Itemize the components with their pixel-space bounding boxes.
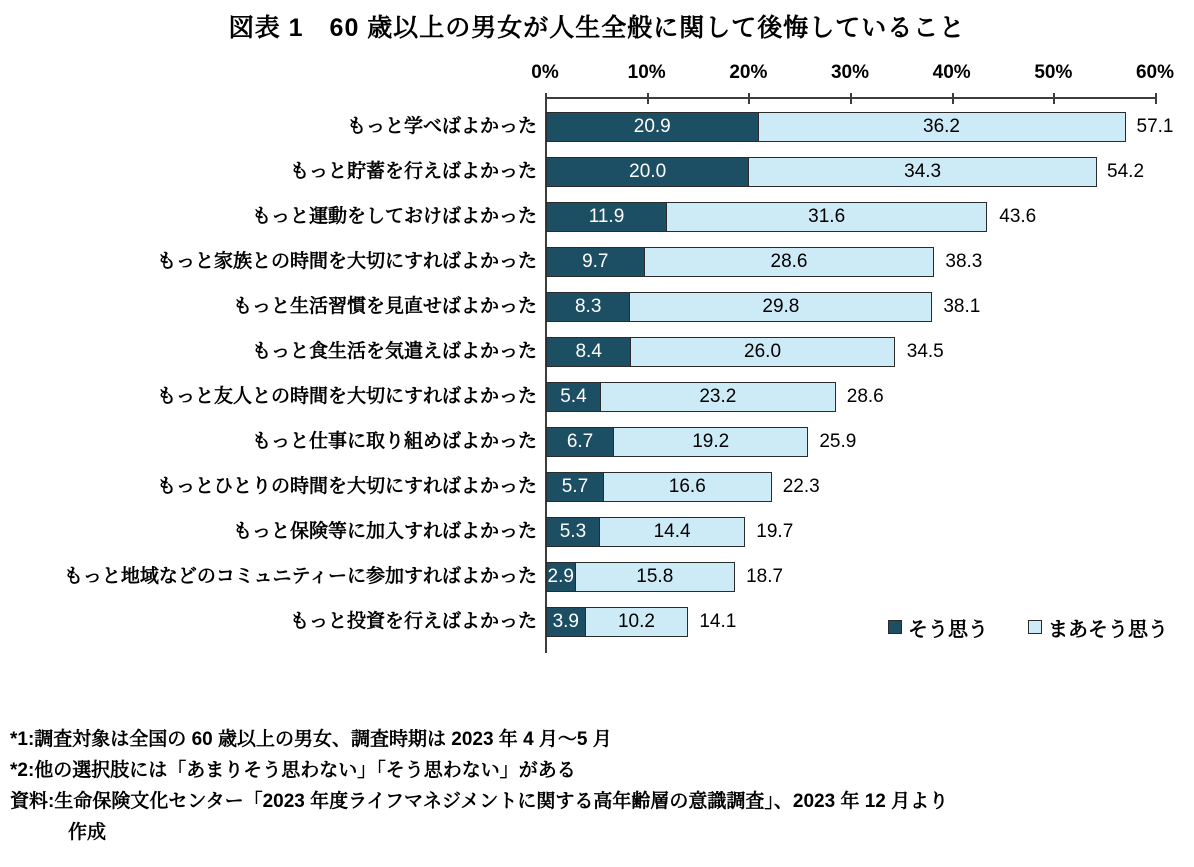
bar-row (546, 517, 745, 547)
total-value-label: 18.7 (746, 566, 784, 587)
bar-row (546, 202, 987, 232)
bar-segment-dark: 2.9 (546, 562, 576, 592)
bar-segment-dark: 5.7 (546, 472, 604, 502)
total-value-label: 25.9 (819, 431, 857, 452)
category-label: もっとひとりの時間を大切にすればよかった (156, 476, 537, 497)
total-value-label: 38.1 (943, 296, 981, 317)
legend-swatch-light (1028, 620, 1042, 634)
bar-segment-dark: 8.3 (546, 292, 630, 322)
total-value-label: 28.6 (846, 386, 884, 407)
bar-row (546, 472, 772, 502)
bar-row (546, 112, 1126, 142)
category-label: もっと友人との時間を大切にすればよかった (156, 386, 537, 407)
x-axis-tick-label: 40% (932, 62, 971, 83)
bar-segment-dark: 9.7 (546, 247, 645, 277)
legend-item-strongly-agree (888, 613, 988, 642)
bar-segment-dark: 8.4 (546, 337, 631, 367)
bar-row (546, 562, 735, 592)
x-axis-tick-label: 0% (531, 62, 559, 83)
bar-row (546, 157, 1097, 187)
category-label: もっと仕事に取り組めばよかった (251, 431, 537, 452)
bar-segment-light: 36.2 (758, 112, 1126, 142)
legend-item-somewhat-agree (1028, 613, 1168, 642)
x-axis-tick (952, 93, 954, 104)
total-value-label: 19.7 (756, 521, 794, 542)
footnote-source-continuation: 作成 (68, 822, 107, 843)
bar-row (546, 427, 808, 457)
bar-row (546, 382, 836, 412)
total-value-label: 54.2 (1107, 161, 1145, 182)
total-value-label: 22.3 (782, 476, 820, 497)
chart-title: 図表 1 60 歳以上の男女が人生全般に関して後悔していること (228, 14, 966, 42)
footnote-source: 資料:生命保険文化センター「2023 年度ライフマネジメントに関する高年齢層の意識調査」、2023 年 12 月より (10, 791, 949, 812)
footnote-1: *1:調査対象は全国の 60 歳以上の男女、調査時期は 2023 年 4 月〜5 月 (10, 729, 612, 750)
bar-row (546, 337, 895, 367)
x-axis-tick (647, 93, 649, 104)
category-label: もっと運動をしておけばよかった (251, 206, 537, 227)
bar-segment-light: 34.3 (748, 157, 1097, 187)
footnotes (10, 724, 948, 848)
bar-segment-light: 15.8 (575, 562, 736, 592)
x-axis-tick-label: 30% (830, 62, 870, 83)
x-axis-tick-label: 60% (1135, 62, 1175, 83)
total-value-label: 38.3 (945, 251, 983, 272)
category-label: もっと生活習慣を見直せばよかった (232, 296, 537, 317)
category-label: もっと保険等に加入すればよかった (232, 521, 537, 542)
bar-row (546, 247, 934, 277)
bar-segment-light: 10.2 (585, 607, 689, 637)
x-axis-tick-label: 20% (729, 62, 768, 83)
bar-row (546, 607, 688, 637)
bar-segment-light: 28.6 (644, 247, 935, 277)
total-value-label: 14.1 (699, 611, 737, 632)
bar-segment-light: 29.8 (629, 292, 932, 322)
category-label: もっと地域などのコミュニティーに参加すればよかった (63, 566, 537, 587)
category-label: もっと学べばよかった (346, 116, 537, 137)
legend-swatch-dark (888, 620, 902, 634)
total-value-label: 34.5 (906, 341, 944, 362)
x-axis-tick (850, 93, 852, 104)
total-value-label: 43.6 (999, 206, 1037, 227)
bar-segment-dark: 3.9 (546, 607, 586, 637)
category-label: もっと家族との時間を大切にすればよかった (156, 251, 537, 272)
bar-row (546, 292, 932, 322)
bar-segment-light: 16.6 (603, 472, 772, 502)
legend-label: まあそう思う (1048, 618, 1168, 641)
footnote-2: *2:他の選択肢には「あまりそう思わない」「そう思わない」がある (10, 760, 576, 781)
bar-segment-light: 14.4 (599, 517, 745, 547)
category-label: もっと投資を行えばよかった (289, 611, 537, 632)
category-label: もっと食生活を気遣えばよかった (251, 341, 537, 362)
x-axis-tick-label: 10% (627, 62, 666, 83)
x-axis-tick (748, 93, 750, 104)
x-axis-tick (1155, 93, 1157, 104)
bar-segment-light: 26.0 (630, 337, 894, 367)
bar-segment-light: 23.2 (600, 382, 836, 412)
category-label: もっと貯蓄を行えばよかった (289, 161, 537, 182)
bar-segment-light: 31.6 (666, 202, 987, 232)
total-value-label: 57.1 (1136, 116, 1174, 137)
bar-segment-dark: 20.9 (546, 112, 759, 142)
bar-segment-light: 19.2 (613, 427, 808, 457)
legend-label: そう思う (908, 618, 988, 641)
x-axis-tick (1053, 93, 1055, 104)
bar-segment-dark: 20.0 (546, 157, 749, 187)
chart-legend (888, 612, 1168, 642)
x-axis-tick-label: 50% (1034, 62, 1073, 83)
bar-segment-dark: 11.9 (546, 202, 667, 232)
bar-segment-dark: 6.7 (546, 427, 614, 457)
bar-segment-dark: 5.3 (546, 517, 600, 547)
bar-segment-dark: 5.4 (546, 382, 601, 412)
